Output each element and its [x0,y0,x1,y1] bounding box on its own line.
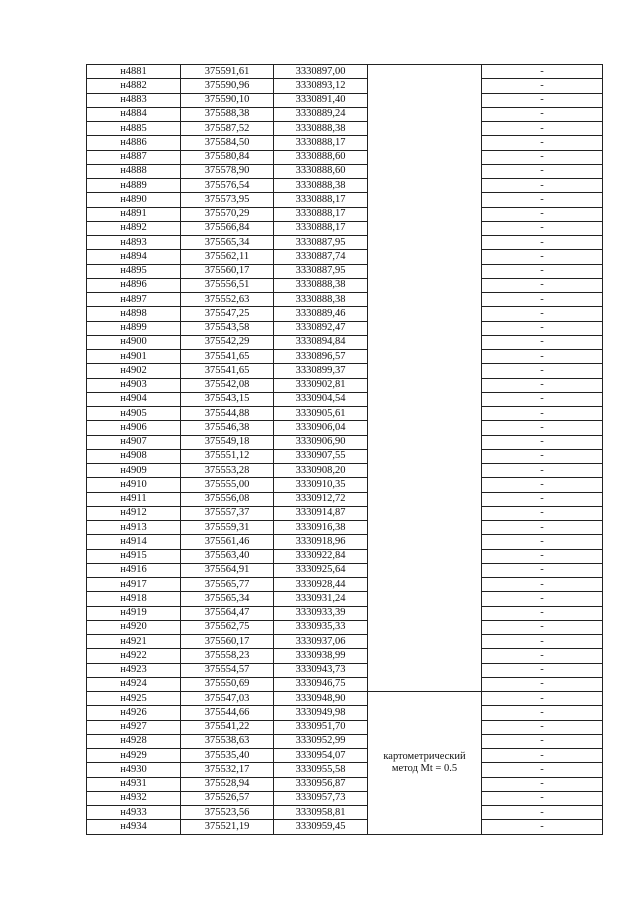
table-row [87,236,603,250]
point-id-cell: н4916 [87,563,181,577]
dash-cell: - [482,335,603,349]
dash-cell: - [482,535,603,549]
point-id-cell: н4914 [87,535,181,549]
point-id-cell: н4920 [87,620,181,634]
y-coordinate-cell: 3330902,81 [274,378,368,392]
table-row [87,777,603,791]
method-cell-group-1 [368,65,482,692]
table-row [87,806,603,820]
y-coordinate-cell: 3330888,17 [274,221,368,235]
table-row [87,435,603,449]
point-id-cell: н4893 [87,236,181,250]
table-row [87,706,603,720]
y-coordinate-cell: 3330943,73 [274,663,368,677]
table-row [87,663,603,677]
point-id-cell: н4908 [87,449,181,463]
x-coordinate-cell: 375562,75 [181,620,274,634]
dash-cell: - [482,663,603,677]
x-coordinate-cell: 375535,40 [181,749,274,763]
y-coordinate-cell: 3330887,74 [274,250,368,264]
x-coordinate-cell: 375590,10 [181,93,274,107]
x-coordinate-cell: 375541,65 [181,364,274,378]
point-id-cell: н4887 [87,150,181,164]
point-id-cell: н4884 [87,107,181,121]
dash-cell: - [482,677,603,691]
point-id-cell: н4915 [87,549,181,563]
x-coordinate-cell: 375587,52 [181,122,274,136]
table-row [87,321,603,335]
point-id-cell: н4896 [87,278,181,292]
dash-cell: - [482,93,603,107]
x-coordinate-cell: 375570,29 [181,207,274,221]
y-coordinate-cell: 3330949,98 [274,706,368,720]
table-row [87,720,603,734]
point-id-cell: н4881 [87,65,181,79]
dash-cell: - [482,820,603,834]
point-id-cell: н4894 [87,250,181,264]
dash-cell: - [482,221,603,235]
y-coordinate-cell: 3330956,87 [274,777,368,791]
x-coordinate-cell: 375556,08 [181,492,274,506]
x-coordinate-cell: 375547,25 [181,307,274,321]
point-id-cell: н4912 [87,506,181,520]
x-coordinate-cell: 375559,31 [181,521,274,535]
dash-cell: - [482,578,603,592]
x-coordinate-cell: 375541,65 [181,350,274,364]
coordinates-table-body [87,65,603,835]
x-coordinate-cell: 375590,96 [181,79,274,93]
y-coordinate-cell: 3330888,38 [274,179,368,193]
x-coordinate-cell: 375562,11 [181,250,274,264]
point-id-cell: н4890 [87,193,181,207]
x-coordinate-cell: 375550,69 [181,677,274,691]
table-row [87,207,603,221]
table-row [87,492,603,506]
table-row [87,521,603,535]
point-id-cell: н4909 [87,464,181,478]
dash-cell: - [482,421,603,435]
table-row [87,136,603,150]
point-id-cell: н4902 [87,364,181,378]
x-coordinate-cell: 375557,37 [181,506,274,520]
table-row [87,549,603,563]
dash-cell: - [482,791,603,805]
point-id-cell: н4889 [87,179,181,193]
table-row [87,79,603,93]
method-text-line-2: метод Mt = 0.5 [391,762,458,774]
point-id-cell: н4897 [87,293,181,307]
y-coordinate-cell: 3330933,39 [274,606,368,620]
x-coordinate-cell: 375565,77 [181,578,274,592]
dash-cell: - [482,734,603,748]
table-row [87,65,603,79]
x-coordinate-cell: 375561,46 [181,535,274,549]
method-text-line-1: картометрический [383,750,466,762]
y-coordinate-cell: 3330897,00 [274,65,368,79]
point-id-cell: н4926 [87,706,181,720]
y-coordinate-cell: 3330959,45 [274,820,368,834]
x-coordinate-cell: 375578,90 [181,164,274,178]
y-coordinate-cell: 3330908,20 [274,464,368,478]
point-id-cell: н4898 [87,307,181,321]
point-id-cell: н4918 [87,592,181,606]
dash-cell: - [482,464,603,478]
x-coordinate-cell: 375544,88 [181,407,274,421]
point-id-cell: н4932 [87,791,181,805]
x-coordinate-cell: 375542,29 [181,335,274,349]
y-coordinate-cell: 3330887,95 [274,264,368,278]
table-row [87,592,603,606]
x-coordinate-cell: 375551,12 [181,449,274,463]
point-id-cell: н4923 [87,663,181,677]
point-id-cell: н4905 [87,407,181,421]
dash-cell: - [482,478,603,492]
dash-cell: - [482,407,603,421]
dash-cell: - [482,179,603,193]
point-id-cell: н4891 [87,207,181,221]
point-id-cell: н4913 [87,521,181,535]
point-id-cell: н4900 [87,335,181,349]
point-id-cell: н4901 [87,350,181,364]
point-id-cell: н4922 [87,649,181,663]
x-coordinate-cell: 375558,23 [181,649,274,663]
point-id-cell: н4907 [87,435,181,449]
point-id-cell: н4933 [87,806,181,820]
point-id-cell: н4919 [87,606,181,620]
x-coordinate-cell: 375547,03 [181,692,274,706]
point-id-cell: н4906 [87,421,181,435]
dash-cell: - [482,293,603,307]
table-row [87,392,603,406]
x-coordinate-cell: 375560,17 [181,264,274,278]
point-id-cell: н4929 [87,749,181,763]
table-row [87,150,603,164]
table-row [87,563,603,577]
y-coordinate-cell: 3330952,99 [274,734,368,748]
dash-cell: - [482,164,603,178]
point-id-cell: н4911 [87,492,181,506]
dash-cell: - [482,364,603,378]
table-row [87,421,603,435]
y-coordinate-cell: 3330907,55 [274,449,368,463]
table-row [87,620,603,634]
point-id-cell: н4903 [87,378,181,392]
x-coordinate-cell: 375544,66 [181,706,274,720]
point-id-cell: н4928 [87,734,181,748]
table-row [87,677,603,691]
y-coordinate-cell: 3330905,61 [274,407,368,421]
y-coordinate-cell: 3330931,24 [274,592,368,606]
dash-cell: - [482,806,603,820]
table-row [87,179,603,193]
point-id-cell: н4888 [87,164,181,178]
dash-cell: - [482,236,603,250]
dash-cell: - [482,706,603,720]
dash-cell: - [482,378,603,392]
y-coordinate-cell: 3330888,17 [274,193,368,207]
dash-cell: - [482,635,603,649]
dash-cell: - [482,606,603,620]
table-row [87,122,603,136]
x-coordinate-cell: 375541,22 [181,720,274,734]
y-coordinate-cell: 3330912,72 [274,492,368,506]
y-coordinate-cell: 3330935,33 [274,620,368,634]
table-row [87,164,603,178]
x-coordinate-cell: 375538,63 [181,734,274,748]
x-coordinate-cell: 375554,57 [181,663,274,677]
x-coordinate-cell: 375523,56 [181,806,274,820]
y-coordinate-cell: 3330888,38 [274,278,368,292]
y-coordinate-cell: 3330888,17 [274,207,368,221]
table-row [87,221,603,235]
y-coordinate-cell: 3330914,87 [274,506,368,520]
dash-cell: - [482,136,603,150]
x-coordinate-cell: 375549,18 [181,435,274,449]
point-id-cell: н4921 [87,635,181,649]
table-row [87,649,603,663]
x-coordinate-cell: 375521,19 [181,820,274,834]
dash-cell: - [482,492,603,506]
table-row [87,535,603,549]
y-coordinate-cell: 3330910,35 [274,478,368,492]
y-coordinate-cell: 3330887,95 [274,236,368,250]
x-coordinate-cell: 375584,50 [181,136,274,150]
y-coordinate-cell: 3330948,90 [274,692,368,706]
x-coordinate-cell: 375565,34 [181,236,274,250]
y-coordinate-cell: 3330888,60 [274,164,368,178]
dash-cell: - [482,763,603,777]
x-coordinate-cell: 375580,84 [181,150,274,164]
y-coordinate-cell: 3330894,84 [274,335,368,349]
table-row [87,193,603,207]
x-coordinate-cell: 375565,34 [181,592,274,606]
table-row [87,763,603,777]
y-coordinate-cell: 3330899,37 [274,364,368,378]
y-coordinate-cell: 3330896,57 [274,350,368,364]
point-id-cell: н4931 [87,777,181,791]
point-id-cell: н4883 [87,93,181,107]
y-coordinate-cell: 3330889,24 [274,107,368,121]
table-row [87,335,603,349]
dash-cell: - [482,79,603,93]
x-coordinate-cell: 375573,95 [181,193,274,207]
x-coordinate-cell: 375576,54 [181,179,274,193]
x-coordinate-cell: 375552,63 [181,293,274,307]
point-id-cell: н4882 [87,79,181,93]
dash-cell: - [482,506,603,520]
y-coordinate-cell: 3330918,96 [274,535,368,549]
table-row [87,350,603,364]
table-row [87,464,603,478]
y-coordinate-cell: 3330957,73 [274,791,368,805]
y-coordinate-cell: 3330946,75 [274,677,368,691]
table-row [87,606,603,620]
x-coordinate-cell: 375546,38 [181,421,274,435]
x-coordinate-cell: 375588,38 [181,107,274,121]
dash-cell: - [482,278,603,292]
coordinates-table [86,64,603,835]
table-row [87,635,603,649]
y-coordinate-cell: 3330888,38 [274,293,368,307]
point-id-cell: н4892 [87,221,181,235]
table-row [87,307,603,321]
table-row [87,578,603,592]
point-id-cell: н4927 [87,720,181,734]
dash-cell: - [482,521,603,535]
y-coordinate-cell: 3330906,90 [274,435,368,449]
y-coordinate-cell: 3330888,38 [274,122,368,136]
dash-cell: - [482,749,603,763]
y-coordinate-cell: 3330892,47 [274,321,368,335]
table-row [87,478,603,492]
point-id-cell: н4934 [87,820,181,834]
table-row [87,93,603,107]
dash-cell: - [482,65,603,79]
dash-cell: - [482,549,603,563]
dash-cell: - [482,107,603,121]
dash-cell: - [482,150,603,164]
x-coordinate-cell: 375543,58 [181,321,274,335]
y-coordinate-cell: 3330916,38 [274,521,368,535]
x-coordinate-cell: 375532,17 [181,763,274,777]
y-coordinate-cell: 3330954,07 [274,749,368,763]
dash-cell: - [482,207,603,221]
dash-cell: - [482,307,603,321]
x-coordinate-cell: 375564,47 [181,606,274,620]
dash-cell: - [482,592,603,606]
y-coordinate-cell: 3330893,12 [274,79,368,93]
table-row [87,293,603,307]
point-id-cell: н4917 [87,578,181,592]
point-id-cell: н4904 [87,392,181,406]
x-coordinate-cell: 375528,94 [181,777,274,791]
table-row [87,734,603,748]
point-id-cell: н4930 [87,763,181,777]
point-id-cell: н4886 [87,136,181,150]
table-row [87,407,603,421]
table-row [87,264,603,278]
y-coordinate-cell: 3330928,44 [274,578,368,592]
table-row [87,506,603,520]
point-id-cell: н4895 [87,264,181,278]
point-id-cell: н4885 [87,122,181,136]
table-row [87,107,603,121]
dash-cell: - [482,122,603,136]
table-row [87,791,603,805]
y-coordinate-cell: 3330906,04 [274,421,368,435]
method-cell-group-2 [368,692,482,835]
table-row [87,449,603,463]
table-row [87,250,603,264]
dash-cell: - [482,692,603,706]
dash-cell: - [482,435,603,449]
y-coordinate-cell: 3330925,64 [274,563,368,577]
x-coordinate-cell: 375556,51 [181,278,274,292]
x-coordinate-cell: 375564,91 [181,563,274,577]
x-coordinate-cell: 375560,17 [181,635,274,649]
table-row [87,749,603,763]
y-coordinate-cell: 3330922,84 [274,549,368,563]
dash-cell: - [482,620,603,634]
x-coordinate-cell: 375563,40 [181,549,274,563]
y-coordinate-cell: 3330888,60 [274,150,368,164]
x-coordinate-cell: 375591,61 [181,65,274,79]
y-coordinate-cell: 3330958,81 [274,806,368,820]
y-coordinate-cell: 3330888,17 [274,136,368,150]
x-coordinate-cell: 375542,08 [181,378,274,392]
dash-cell: - [482,449,603,463]
table-row [87,820,603,834]
dash-cell: - [482,777,603,791]
point-id-cell: н4899 [87,321,181,335]
y-coordinate-cell: 3330904,54 [274,392,368,406]
point-id-cell: н4924 [87,677,181,691]
dash-cell: - [482,563,603,577]
x-coordinate-cell: 375555,00 [181,478,274,492]
dash-cell: - [482,250,603,264]
table-row [87,364,603,378]
dash-cell: - [482,321,603,335]
y-coordinate-cell: 3330891,40 [274,93,368,107]
table-row [87,692,603,706]
table-row [87,378,603,392]
point-id-cell: н4910 [87,478,181,492]
y-coordinate-cell: 3330955,58 [274,763,368,777]
dash-cell: - [482,193,603,207]
x-coordinate-cell: 375566,84 [181,221,274,235]
x-coordinate-cell: 375543,15 [181,392,274,406]
x-coordinate-cell: 375526,57 [181,791,274,805]
point-id-cell: н4925 [87,692,181,706]
y-coordinate-cell: 3330951,70 [274,720,368,734]
dash-cell: - [482,264,603,278]
y-coordinate-cell: 3330889,46 [274,307,368,321]
dash-cell: - [482,392,603,406]
x-coordinate-cell: 375553,28 [181,464,274,478]
dash-cell: - [482,720,603,734]
table-row [87,278,603,292]
dash-cell: - [482,350,603,364]
dash-cell: - [482,649,603,663]
y-coordinate-cell: 3330937,06 [274,635,368,649]
y-coordinate-cell: 3330938,99 [274,649,368,663]
